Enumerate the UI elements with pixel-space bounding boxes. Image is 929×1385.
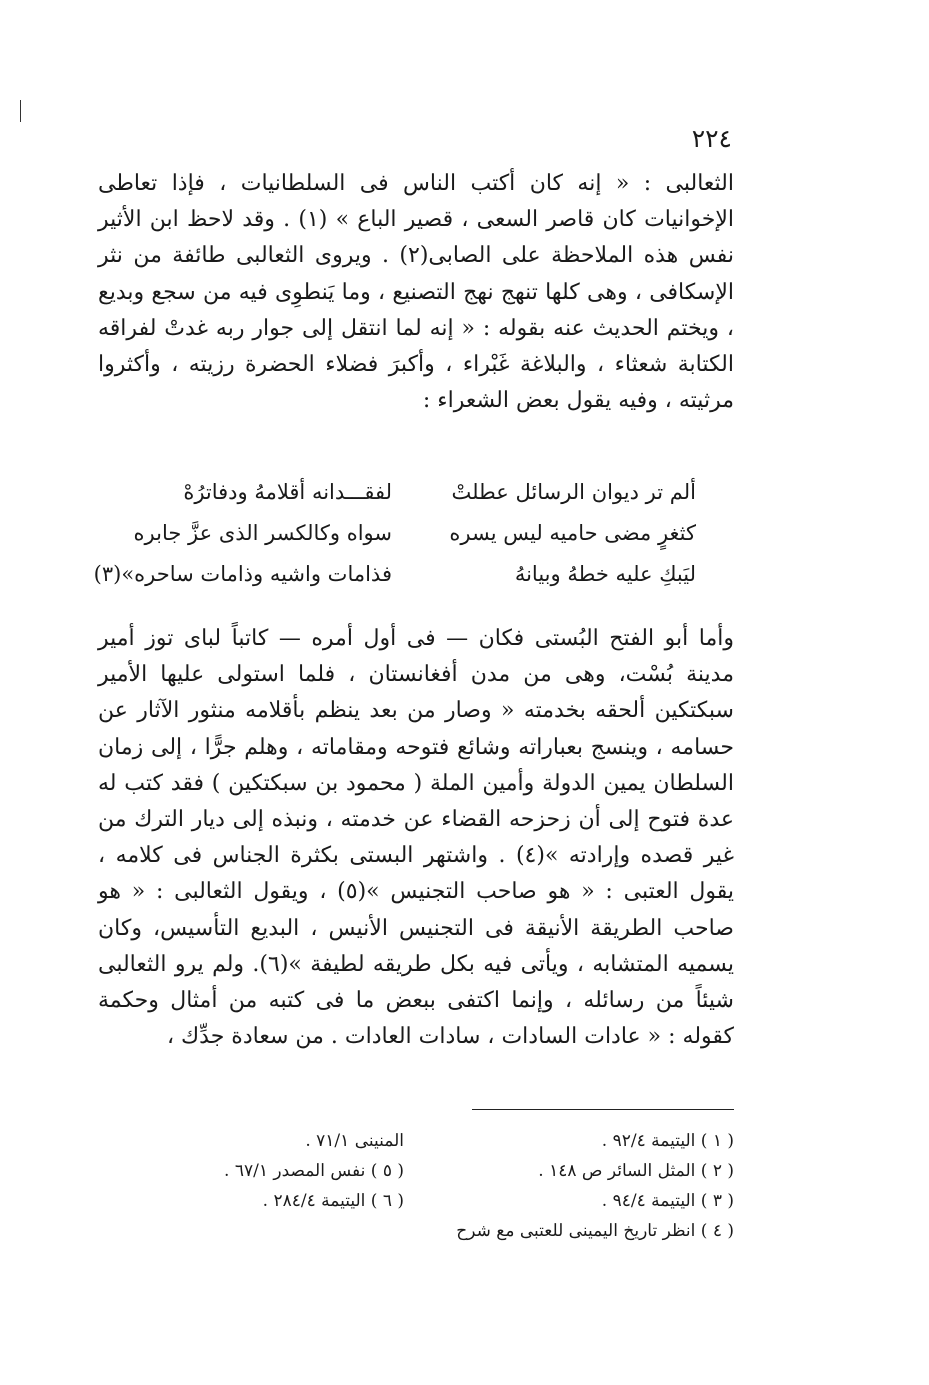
footnote-row <box>160 1156 734 1186</box>
verse-first-hemistich: ليَبكِ عليه خطهُ وبيانهُ <box>514 562 696 586</box>
footnote-row <box>160 1126 734 1156</box>
footnote: المنينى ٧١/١ . <box>305 1131 404 1151</box>
footnote: ( ٣ ) اليتيمة ٩٤/٤ . <box>601 1191 734 1211</box>
poem-verse <box>93 554 696 595</box>
footnote <box>160 1216 404 1246</box>
verse-second-hemistich: سواه وكالكسر الذى عزَّ جابره <box>133 521 392 545</box>
footnote-row <box>160 1186 734 1216</box>
poem-verse <box>124 513 696 554</box>
footnote: ( ٤ ) انظر تاريخ اليمينى للعتبى مع شرح <box>456 1221 734 1241</box>
footnote-separator <box>472 1109 734 1110</box>
footnotes <box>160 1126 734 1246</box>
verse-first-hemistich: كثغرٍ مضى حاميه ليس يسره <box>449 521 696 545</box>
footnote: ( ١ ) اليتيمة ٩٢/٤ . <box>601 1131 734 1151</box>
poem-verse <box>124 472 696 513</box>
footnote: ( ٥ ) نفس المصدر ٦٧/١ . <box>224 1161 404 1181</box>
paragraph-2: وأما أبو الفتح البُستى فكان — فى أول أمره — كاتباً لباى توز أمير مدينة بُسْت، وهى من مدن أفغانستان ، فلما استولى عليها الأمير سبكتكين ألحقه بخدمته « وصار من بعد ينظم بأقلامه منثور الآثار عن حسامه ، وينسج بعباراته وشائع فتوحه ومقاماته ، وهلم جرًّا ، إلى زمان السلطان يمين الدولة وأمين الملة ( محمود بن سبكتكين ) فقد كتب له عدة فتوح إلى أن زحزحه القضاء عن خدمته ، ونبذه إلى ديار الترك من غير قصده وإرادته »(٤) . واشتهر البستى بكثرة الجناس فى كلامه ، يقول العتبى : « هو صاحب التجنيس »(٥) ، ويقول الثعالبى : « هو صاحب الطريقة الأنيقة فى التجنيس الأنيس ، البديع التأسيس، وكان يسميه المتشابه ، ويأتى فيه بكل طريقه لطيفة »(٦). ولم يرو الثعالبى شيئاً من رسائله ، وإنما اكتفى ببعض ما فى كتبه من أمثال وحكمة كقوله : « عادات السادات ، سادات العادات . من سعادة جدِّك ، <box>98 626 735 1050</box>
margin-mark <box>20 100 21 122</box>
poem <box>93 472 696 595</box>
paragraph-1: الثعالبى : « إنه كان أكتب الناس فى السلطانيات ، فإذا تعاطى الإخوانيات كان قاصر السعى ، قصير الباع » (١) . وقد لاحظ ابن الأثير نفس هذه الملاحظة على الصابى(٢) . ويروى الثعالبى طائفة من نثر الإسكافى ، وهى كلها تنهج نهج التصنيع ، وما يَنطوِى فيه من سجع وبديع ، ويختم الحديث عنه بقوله : « إنه لما انتقل إلى جوار ربه غدتْ لفراقه الكتابة شعثاء ، والبلاغة غَبْراء ، وأكبرَ فضلاء الحضرة رزيته ، وأكثروا مرثيته ، وفيه يقول بعض الشعراء : <box>98 171 735 414</box>
footnote: ( ٦ ) اليتيمة ٢٨٤/٤ . <box>262 1191 404 1211</box>
verse-first-hemistich: ألم تر ديوان الرسائل عطلتْ <box>451 480 696 504</box>
page-number: ٢٢٤ <box>691 124 732 153</box>
footnote-row <box>160 1216 734 1246</box>
footnote: ( ٢ ) المثل السائر ص ١٤٨ . <box>538 1161 734 1181</box>
verse-second-hemistich: لفقـــدانه أقلامهُ ودفاترُهْ <box>183 480 392 504</box>
verse-second-hemistich: فذامات واشيه وذامات ساحره»(٣) <box>93 562 392 586</box>
